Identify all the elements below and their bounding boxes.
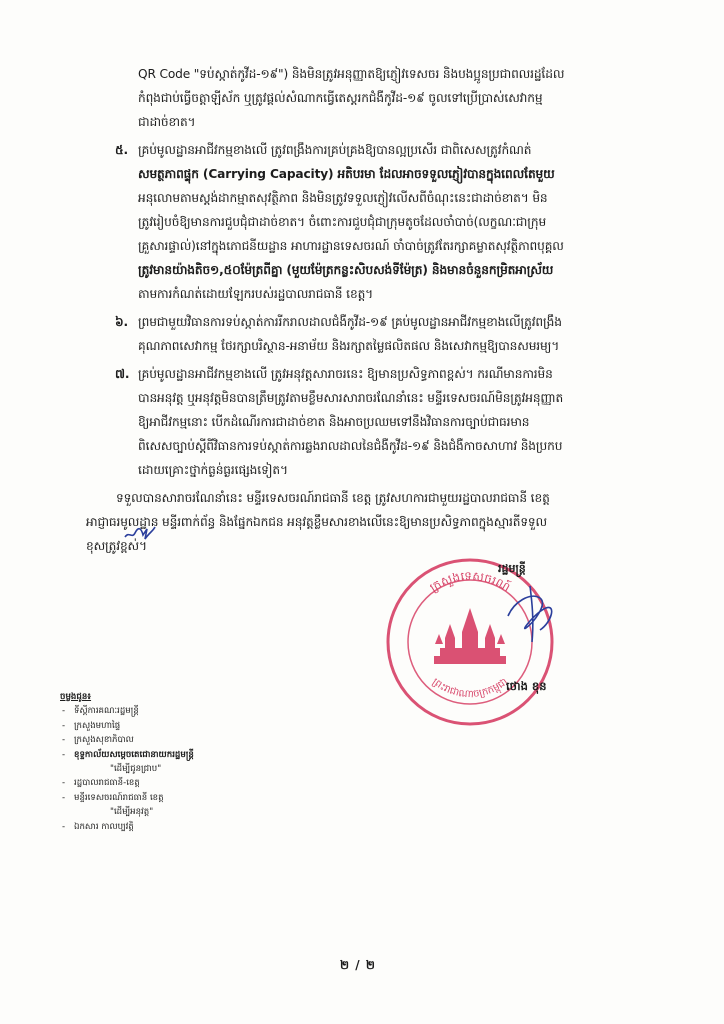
cc-item: ក្រសួងមហាផ្ទៃ [74,721,121,731]
page-number: ២ / ២ [340,958,376,972]
item-line: គ្រប់មូលដ្ឋានអាជីវកម្មខាងលើ ត្រូវអនុវត្តសារាចរនេះ ឱ្យមានប្រសិទ្ធភាពខ្ពស់។ ករណីមានការមិន [138,367,553,381]
intro-line: QR Code "ទប់ស្កាត់កូវីដ-១៩") និងមិនត្រូវអនុញ្ញាតឱ្យភ្ញៀវទេសចរ និងបងប្អូនប្រជាពលរដ្ឋដែល [138,67,565,81]
item-number: ៥. [115,143,128,157]
cc-dash: - [62,721,66,731]
cc-dash: - [62,750,66,760]
item-line: តាមការកំណត់ដោយឡែករបស់រដ្ឋបាលរាជធានី ខេត្ត។ [138,287,374,301]
item-line: ព្រមជាមួយវិធានការទប់ស្កាត់ការរីករាលដាលជំងឺកូវីដ-១៩ គ្រប់មូលដ្ឋានអាជីវកម្មខាងលើត្រូវពង្រឹង [138,315,562,329]
intro-line: ជាដាច់ខាត។ [138,115,196,129]
handwritten-signature-icon [490,572,570,652]
item-line: គុណភាពសេវាកម្ម ថែរក្សាបរិស្ថាន-អនាម័យ និងរក្សាតម្លៃផលិតផល និងសេវាកម្មឱ្យបានសមរម្យ។ [138,339,560,353]
cc-dash: - [62,706,66,716]
seal-bottom-text: ព្រះរាជាណាចក្រកម្ពុជា [430,676,510,701]
cc-dash: - [62,778,66,788]
item-number: ៧. [115,367,130,381]
intro-line: កំពុងជាប់ធ្វើចត្តាឡីស័ក ឬត្រូវផ្តល់សំណាកធ្វើតេស្តរកជំងឺកូវីដ-១៩ ចូលទៅប្រើប្រាស់សេវាកម្ម [138,91,543,105]
item-line: ត្រូវរៀបចំឱ្យមានការជួបជុំជាដាច់ខាត។ ចំពោះការជួបជុំជាក្រុមតូចដែលចាំបាច់(លក្ខណៈជាក្រុម [138,215,547,229]
seal-top-text: ក្រសួងទេសចរណ៍ [427,568,513,595]
cc-item: ឯកសារ កាលប្បវត្តិ [74,822,134,832]
cc-dash: - [62,793,66,803]
item-line: សមត្ថភាពផ្ទុក (Carrying Capacity) អតិបរមា ដែលអាចទទួលភ្ញៀវបានក្នុងពេលតែមួយ [138,167,555,181]
signatory-name: ថោង ខុន [506,679,547,693]
item-line: បានអនុវត្ត ឬអនុវត្តមិនបានត្រឹមត្រូវតាមខ្លឹមសារសារាចរណែនាំនេះ មន្ទីរទេសចរណ៍មិនត្រូវអនុញ្ញាត [138,391,564,405]
cc-item: មន្ទីរទេសចរណ៍រាជធានី ខេត្ត [74,793,164,803]
initials-mark-icon [123,523,157,543]
cc-item: ទីស្តីការគណៈរដ្ឋមន្ត្រី [74,706,139,716]
item-line: គ្រួសារផ្ទាល់)នៅក្នុងភោជនីយដ្ឋាន អាហារដ្ឋានទេសចរណ៍ ចាំបាច់ត្រូវតែរក្សាគម្លាតសុវត្ថិភាពបុគ្គល [138,239,564,253]
item-number: ៦. [115,315,128,329]
item-line: អនុលោមតាមស្តង់ដាកម្មាតសុវត្ថិភាព និងមិនត្រូវទទួលភ្ញៀវលើសពីចំណុះនេះជាដាច់ខាត។ មិន [138,191,548,205]
cc-item-note: "ដើម្បីអនុវត្ត" [110,807,154,817]
cc-title: ចម្លងជូន៖ [60,692,92,702]
closing-line: ទទួលបានសារាចរណែនាំនេះ មន្ទីរទេសចរណ៍រាជធានី ខេត្ត ត្រូវសហការជាមួយរដ្ឋបាលរាជធានី ខេត្ត [116,491,550,505]
cc-dash: - [62,822,66,832]
item-line: ឱ្យអាជីវកម្មនោះ បើកដំណើរការជាដាច់ខាត និងអាចប្រឈមទៅនឹងវិធានការច្បាប់ជាធរមាន [138,415,530,429]
cc-dash: - [62,735,66,745]
closing-line: ខុសត្រូវខ្ពស់។ [86,539,147,553]
item-line: ដោយគ្រោះថ្នាក់ធ្ងន់ធ្ងរផ្សេងទៀត។ [138,463,288,477]
cc-item-note: "ដើម្បីជូនជ្រាប" [110,764,162,774]
item-line: ពិសេសច្បាប់ស្តីពីវិធានការទប់ស្កាត់ការឆ្លងរាលដាលនៃជំងឺកូវីដ-១៩ និងជំងឺកាចសាហាវ និងប្រកប [138,439,563,453]
signatory-title: រដ្ឋមន្ត្រី [498,562,526,575]
closing-line: អាជ្ញាធរមូលដ្ឋាន មន្ទីរពាក់ព័ន្ធ និងផ្នែកឯកជន អនុវត្តខ្លឹមសារខាងលើនេះឱ្យមានប្រសិទ្ធភាពក្នុងស្មារតីទទួល [86,515,547,529]
item-line: គ្រប់មូលដ្ឋានអាជីវកម្មខាងលើ ត្រូវពង្រឹងការគ្រប់គ្រងឱ្យបានល្អប្រសើរ ជាពិសេសត្រូវកំណត់ [138,143,532,157]
cc-item: ក្រសួងសុខាភិបាល [74,735,134,745]
item-line: ត្រូវមានយ៉ាងតិច១,៥០ម៉ែត្រពីគ្នា (មួយម៉ែត្រកន្លះសិបសង់ទីម៉ែត្រ) និងមានចំនួនកម្រិតអាស្រ័យ [138,263,554,277]
cc-item: រដ្ឋបាលរាជធានី-ខេត្ត [74,778,140,788]
cc-item: ខុទ្ទកាល័យសម្តេចតេជោនាយករដ្ឋមន្ត្រី [74,750,194,760]
